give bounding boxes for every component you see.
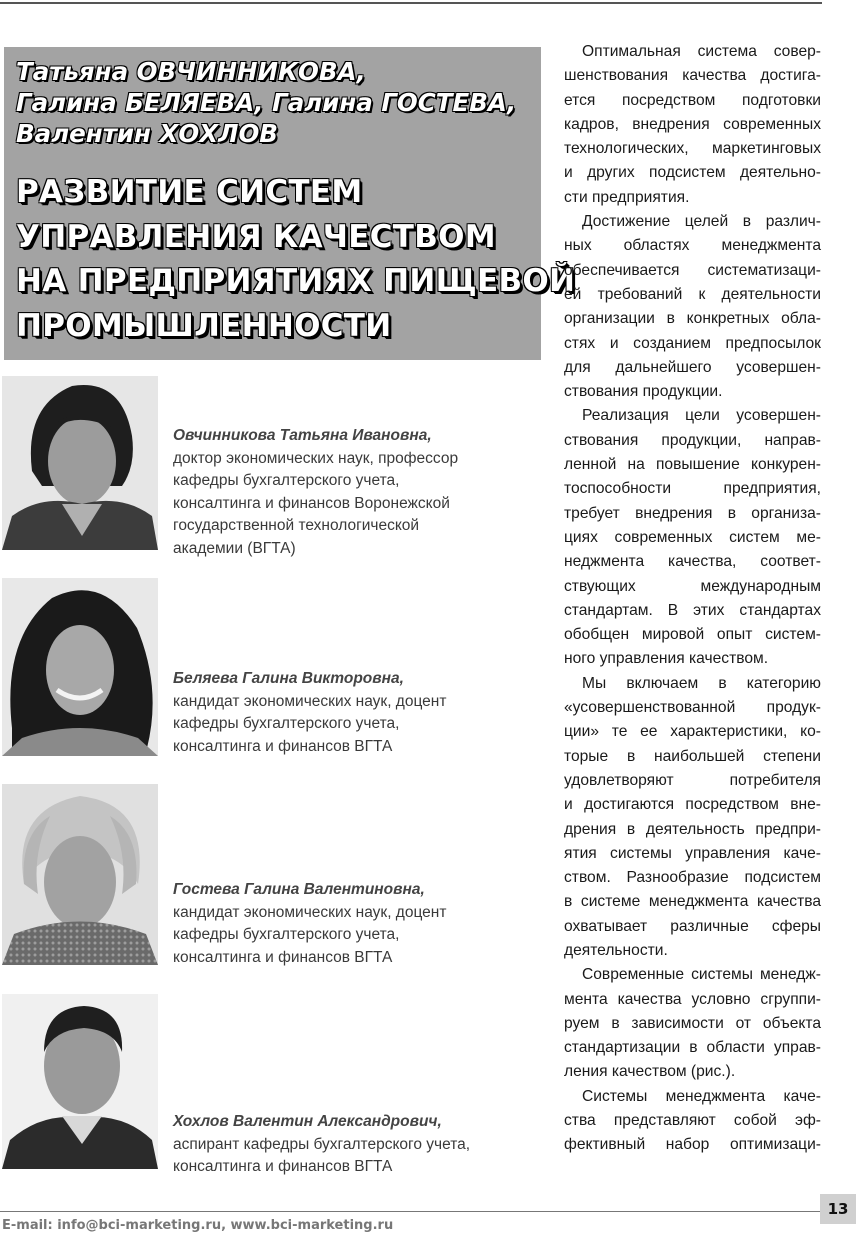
authors-heading bbox=[16, 56, 541, 149]
body-line: обеспечивается систематизаци- bbox=[564, 261, 821, 279]
body-line: ных областях менеджмента bbox=[564, 237, 821, 255]
author-photo bbox=[2, 784, 158, 965]
body-line: ей требований к деятельности bbox=[564, 285, 821, 303]
body-line: охватывает различные сферы bbox=[564, 917, 821, 935]
author-bio bbox=[173, 668, 545, 758]
body-line: ятия системы управления каче- bbox=[564, 844, 821, 862]
title-line: РАЗВИТИЕ СИСТЕМ bbox=[16, 174, 363, 210]
author-bio-line: кафедры бухгалтерского учета, bbox=[173, 715, 400, 733]
author-bio bbox=[173, 879, 545, 969]
body-line: стандартизации в области управ- bbox=[564, 1039, 821, 1057]
title-line: УПРАВЛЕНИЯ КАЧЕСТВОМ bbox=[16, 218, 496, 255]
author-name: Хохлов Валентин Александрович, bbox=[173, 1113, 442, 1130]
body-line: Достижение целей в различ- bbox=[582, 213, 821, 231]
author-bio-line: государственной технологической bbox=[173, 517, 420, 535]
authors-line: Галина БЕЛЯЕВА, Галина ГОСТЕВА, bbox=[16, 88, 517, 117]
body-line: дрения в деятельность предпри- bbox=[564, 820, 821, 838]
author-bio-line: консалтинга и финансов Воронежской bbox=[173, 494, 450, 512]
body-line: ления качеством (рис.). bbox=[564, 1063, 736, 1081]
body-line: мента качества условно сгруппи- bbox=[564, 990, 821, 1008]
authors-line: Валентин ХОХЛОВ bbox=[16, 119, 278, 148]
author-bio-line: аспирант кафедры бухгалтерского учета, bbox=[173, 1135, 471, 1153]
body-line: ции» те ее характеристики, ко- bbox=[564, 723, 821, 741]
body-line: ства представляют собой эф- bbox=[564, 1112, 821, 1130]
author-bio-line: консалтинга и финансов ВГТА bbox=[173, 1158, 393, 1176]
body-line: удовлетворяют потребителя bbox=[564, 771, 821, 789]
title-block bbox=[4, 47, 576, 360]
article-title bbox=[16, 170, 576, 348]
body-line: ствования продукции, направ- bbox=[564, 431, 821, 449]
author-bio-line: доктор экономических наук, профессор bbox=[173, 449, 459, 467]
body-line: и достигаются посредством вне- bbox=[564, 796, 821, 814]
body-line: сти предприятия. bbox=[564, 188, 690, 206]
body-line: деятельности. bbox=[564, 941, 668, 959]
author-bio-line: кафедры бухгалтерского учета, bbox=[173, 472, 400, 490]
body-line: Оптимальная система совер- bbox=[582, 43, 821, 60]
body-line: ством. Разнообразие подсистем bbox=[564, 869, 821, 887]
author-bio bbox=[173, 425, 545, 561]
body-line: ствования продукции. bbox=[564, 383, 723, 401]
body-line: кадров, внедрения современных bbox=[564, 115, 821, 133]
body-line: шенствования качества достига- bbox=[564, 67, 821, 85]
body-line: стях и созданием предпосылок bbox=[564, 334, 821, 352]
article-body bbox=[564, 40, 821, 1158]
body-line: Реализация цели усовершен- bbox=[582, 407, 821, 425]
author-bio-line: академии (ВГТА) bbox=[173, 539, 296, 557]
author-photo bbox=[2, 994, 158, 1169]
body-line: руем в зависимости от объекта bbox=[564, 1014, 821, 1032]
body-line: торые в наибольшей степени bbox=[564, 747, 821, 765]
top-rule bbox=[0, 2, 822, 4]
body-line: неджмента качества, соответ- bbox=[564, 553, 821, 571]
author-bio-line: кандидат экономических наук, доцент bbox=[173, 692, 447, 710]
body-line: Современные системы менедж- bbox=[582, 966, 821, 984]
body-line: циях современных систем ме- bbox=[564, 528, 821, 546]
body-line: и других подсистем деятельно- bbox=[564, 164, 821, 182]
author-bio-line: консалтинга и финансов ВГТА bbox=[173, 737, 393, 755]
body-line: стандартам. В этих стандартах bbox=[564, 601, 821, 619]
author-bio bbox=[173, 1111, 545, 1179]
body-line: требует внедрения в организа- bbox=[564, 504, 821, 522]
body-line: обобщен мировой опыт систем- bbox=[564, 626, 821, 644]
body-line: Мы включаем в категорию bbox=[582, 674, 821, 692]
body-line: для дальнейшего усовершен- bbox=[564, 358, 821, 376]
body-line: ствующих международным bbox=[564, 577, 821, 595]
author-photo bbox=[2, 578, 158, 756]
footer-rule bbox=[0, 1211, 820, 1212]
title-line: НА ПРЕДПРИЯТИЯХ ПИЩЕВОЙ bbox=[16, 263, 576, 299]
author-bio-line: консалтинга и финансов ВГТА bbox=[173, 948, 393, 966]
body-line: ленной на повышение конкурен- bbox=[564, 456, 821, 474]
author-name: Беляева Галина Викторовна, bbox=[173, 670, 404, 687]
body-line: Системы менеджмента каче- bbox=[582, 1087, 821, 1105]
body-line: фективный набор оптимизаци- bbox=[564, 1136, 821, 1154]
body-line: организации в конкретных обла- bbox=[564, 310, 821, 328]
footer-contact[interactable]: E-mail: info@bci-marketing.ru, www.bci-marketing.ru bbox=[2, 1218, 394, 1233]
author-bio-line: кафедры бухгалтерского учета, bbox=[173, 926, 400, 944]
author-photo bbox=[2, 376, 158, 550]
body-line: в системе менеджмента качества bbox=[564, 893, 821, 911]
page-number: 13 bbox=[820, 1194, 856, 1224]
title-line: ПРОМЫШЛЕННОСТИ bbox=[16, 307, 392, 344]
body-line: ного управления качеством. bbox=[564, 650, 769, 668]
author-bio-line: кандидат экономических наук, доцент bbox=[173, 903, 447, 921]
body-line: ется посредством подготовки bbox=[564, 91, 821, 109]
body-line: технологических, маркетинговых bbox=[564, 140, 821, 158]
authors-line: Татьяна ОВЧИННИКОВА, bbox=[16, 57, 366, 86]
author-name: Овчинникова Татьяна Ивановна, bbox=[173, 427, 432, 444]
body-line: тоспособности предприятия, bbox=[564, 480, 821, 498]
body-line: «усовершенствованной продук- bbox=[564, 699, 821, 717]
author-name: Гостева Галина Валентиновна, bbox=[173, 881, 425, 898]
